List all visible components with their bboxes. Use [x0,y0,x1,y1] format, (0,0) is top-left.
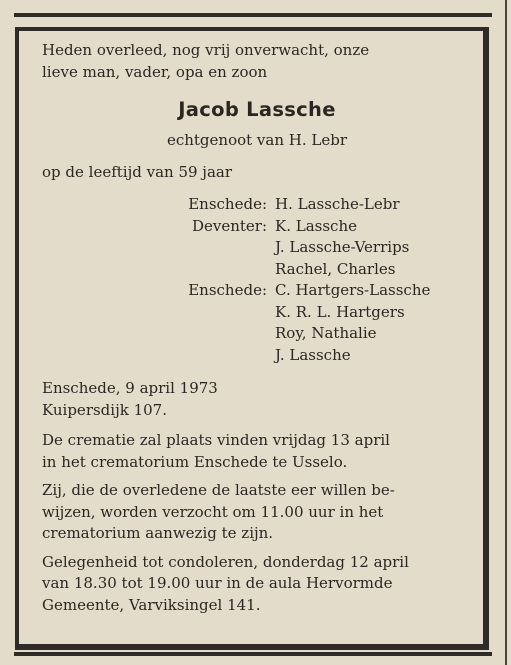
family-member: H. Lassche-Lebr [275,195,400,213]
address-block [42,378,472,421]
bottom-divider-rule [14,652,492,656]
family-group-deventer [42,216,472,281]
cremation-line-2: in het crematorium Enschede te Usselo. [42,452,348,471]
family-member: J. Lassche [275,345,351,364]
tribute-line-1: Zij, die de overledene de laatste eer willen be- [42,481,395,499]
page-edge-line [505,0,507,665]
cremation-line-1: De crematie zal plaats vinden vrijdag 13 april [42,431,390,449]
place-date-line: Enschede, 9 april 1973 [42,379,218,397]
cremation-paragraph [42,430,472,473]
family-place: Enschede: [188,281,267,299]
intro-line-1: Heden overleed, nog vrij onverwacht, onze [42,41,370,59]
death-notice [42,40,472,616]
deceased-name: Jacob Lassche [178,98,336,121]
family-member: Rachel, Charles [275,259,396,278]
family-group-enschede-2 [42,280,472,366]
family-group-enschede-1 [42,194,472,216]
condolence-line-2: van 18.30 tot 19.00 uur in de aula Hervormde [42,574,393,592]
family-place: Enschede: [188,195,267,213]
family-member: K. Lassche [275,216,357,235]
condolence-line-1: Gelegenheid tot condoleren, donderdag 12 april [42,552,409,571]
top-divider-rule [14,13,492,17]
age-line: op de leeftijd van 59 jaar [42,162,233,181]
intro-line-2: lieve man, vader, opa en zoon [42,62,268,81]
condolence-line-3: Gemeente, Varviksingel 141. [42,595,261,614]
condolence-paragraph [42,552,472,617]
street-address-line: Kuipersdijk 107. [42,400,167,419]
family-place: Deventer: [191,216,267,235]
tribute-line-2: wijzen, worden verzocht om 11.00 uur in het [42,502,384,521]
tribute-paragraph [42,480,472,545]
family-member: J. Lassche-Verrips [275,238,410,256]
family-member: K. R. L. Hartgers [275,302,405,321]
family-member: C. Hartgers-Lassche [275,281,431,299]
tribute-line-3: crematorium aanwezig te zijn. [42,524,274,542]
spouse-line: echtgenoot van H. Lebr [166,131,348,149]
family-member: Roy, Nathalie [275,324,377,342]
family-list [42,194,472,366]
